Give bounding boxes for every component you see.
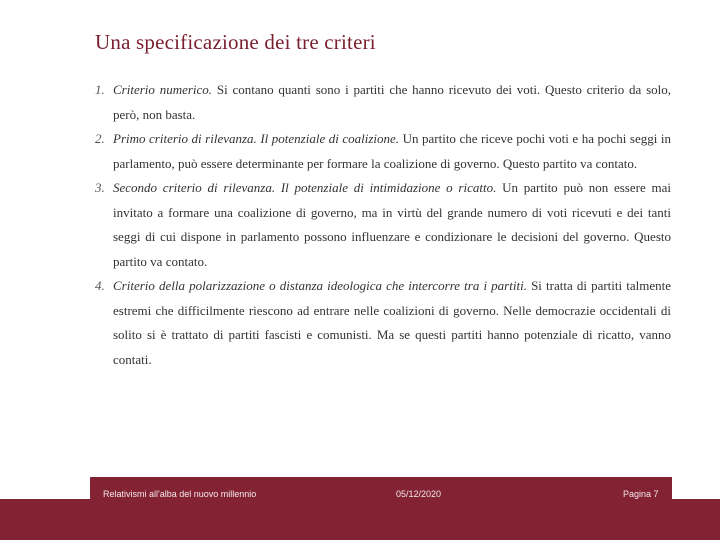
criterion-item [95, 78, 671, 127]
slide-title: Una specificazione dei tre criteri [95, 30, 376, 54]
criterion-item [95, 274, 671, 372]
criterion-item [95, 127, 671, 176]
footer-left-white-strip [0, 477, 90, 499]
criterion-number: 2. [95, 131, 105, 146]
criterion-text: Un partito che riceve pochi voti e ha pochi seggi in parlamento, può essere determinante per formare la coalizione di governo. Questo partito va contato. [113, 131, 671, 171]
footer-band [0, 477, 720, 540]
criterion-number: 3. [95, 180, 105, 195]
footer-right-white-strip [672, 477, 720, 499]
footer-page-number: Pagina 7 [623, 489, 659, 499]
criterion-item [95, 176, 671, 274]
criterion-number: 4. [95, 278, 105, 293]
criterion-heading: Primo criterio di rilevanza. Il potenziale di coalizione. [113, 131, 400, 146]
footer-date: 05/12/2020 [396, 489, 442, 499]
criterion-number: 1. [95, 82, 105, 97]
criterion-text: Si tratta di partiti talmente estremi che difficilmente riescono ad entrare nelle coalizioni di governo. Nelle democrazie occidentali di solito si è trattato di partiti fascisti e comunisti. Ma se questi partiti hanno potenziale di ricatto, vanno contati. [113, 278, 671, 367]
criterion-heading: Criterio numerico. [113, 82, 213, 97]
criterion-heading: Criterio della polarizzazione o distanza ideologica che intercorre tra i partiti. [113, 278, 527, 293]
footer-presentation-title: Relativismi all'alba del nuovo millennio [103, 489, 257, 499]
criterion-heading: Secondo criterio di rilevanza. Il potenziale di intimidazione o ricatto. [113, 180, 497, 195]
criterion-text: Un partito può non essere mai invitato a formare una coalizione di governo, ma in virtù del grande numero di voti ricevuti e dei tanti seggi di cui dispone in parlamento possono influenzare e condizionare le decisioni del governo. Questo partito va contato. [113, 180, 671, 269]
criterion-text: Si contano quanti sono i partiti che hanno ricevuto dei voti. Questo criterio da solo, però, non basta. [113, 82, 671, 122]
criteria-list [95, 78, 671, 372]
